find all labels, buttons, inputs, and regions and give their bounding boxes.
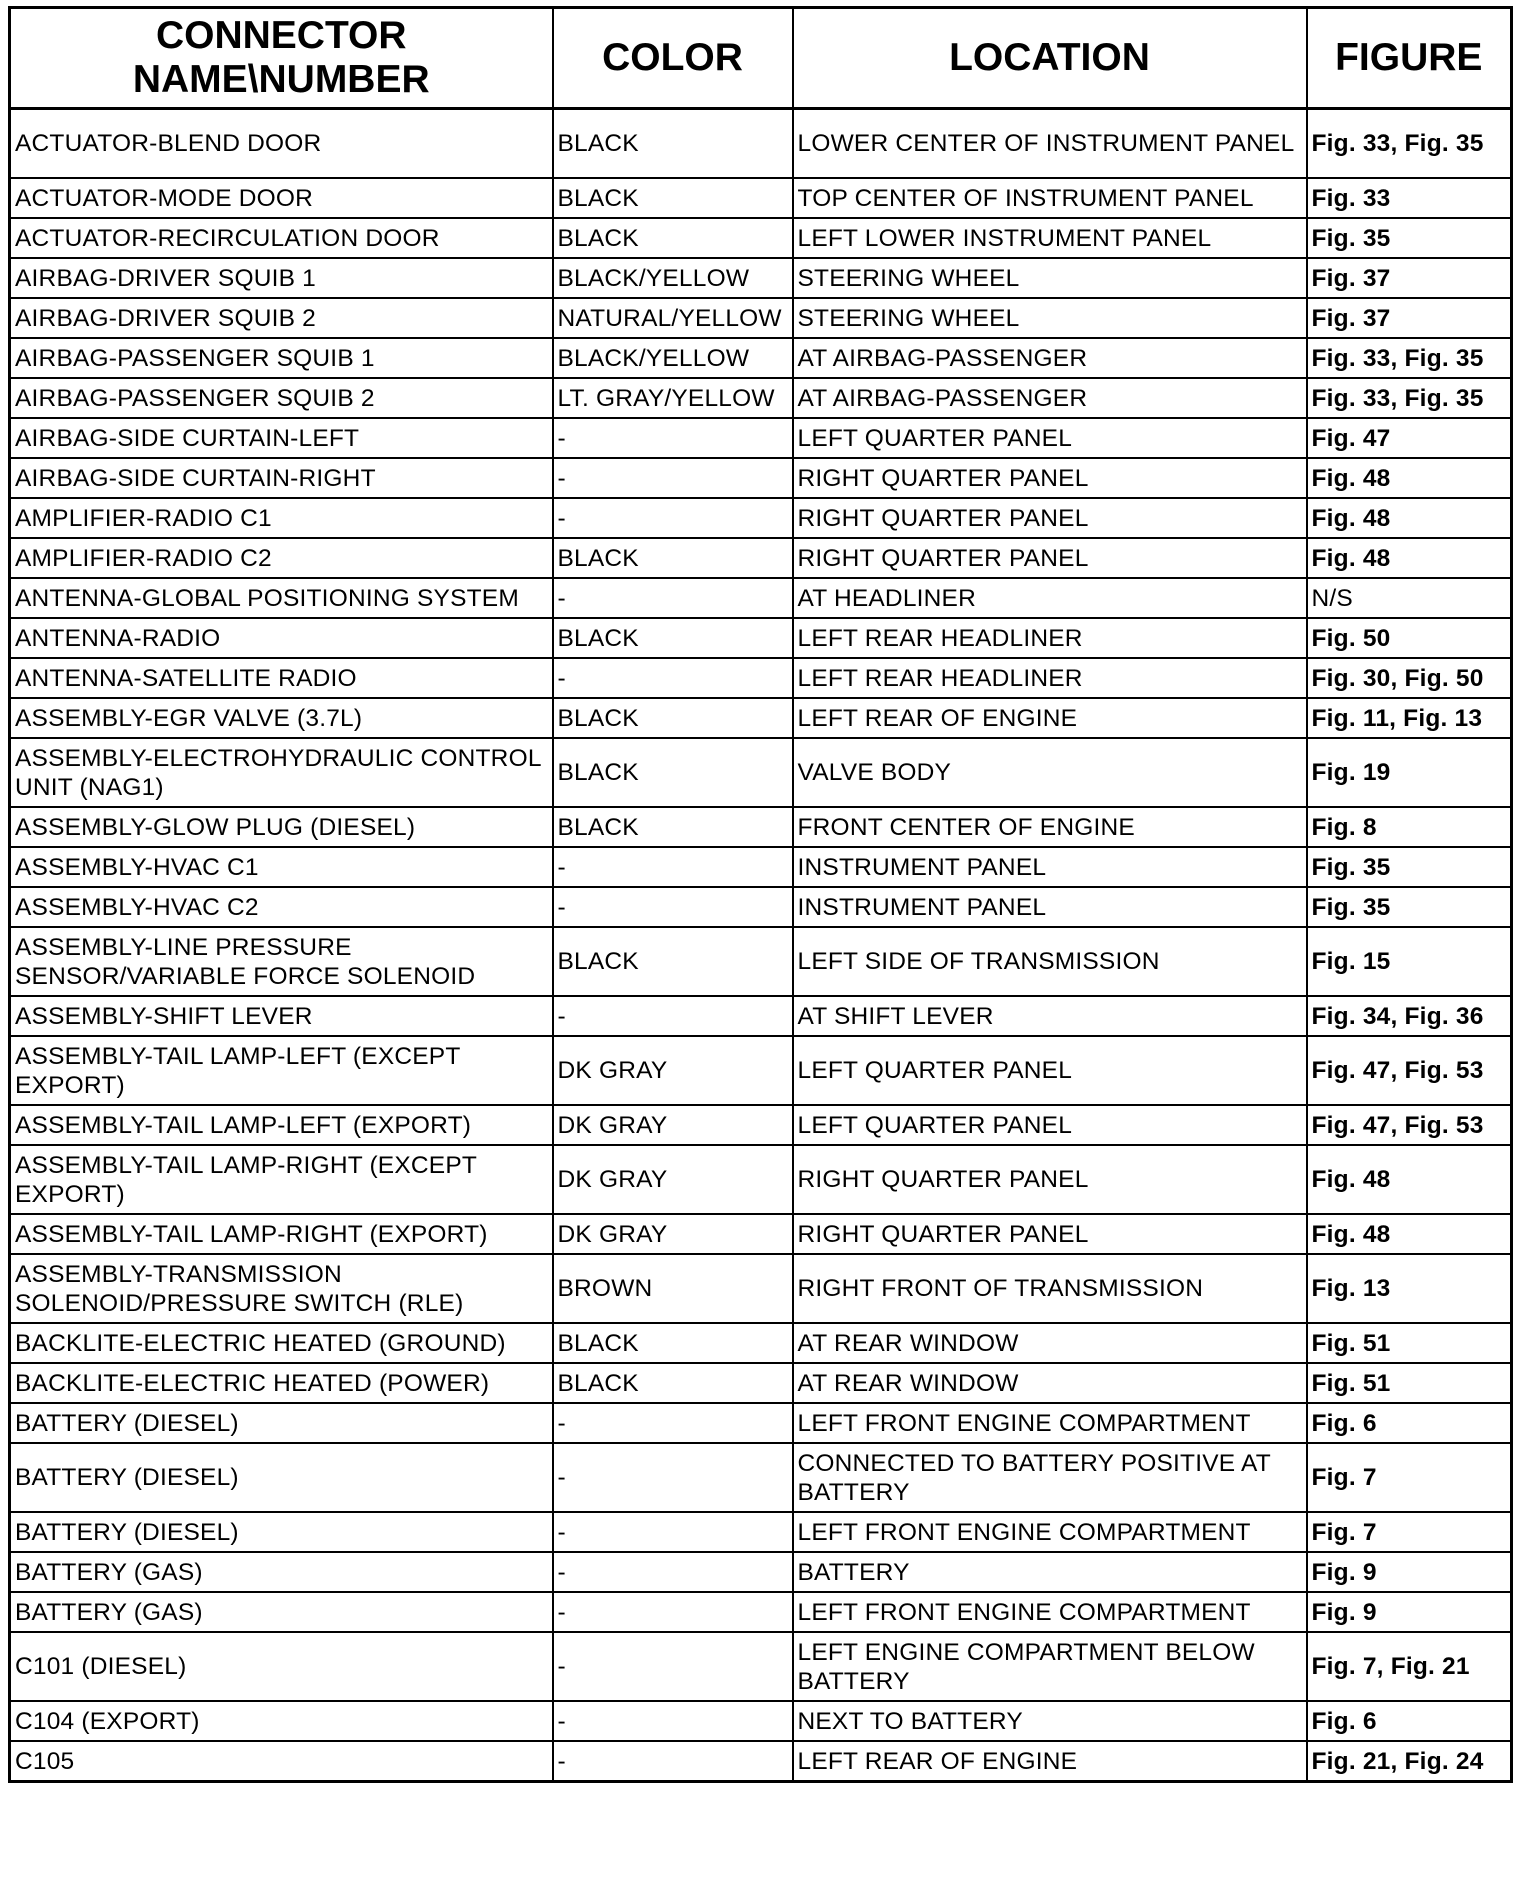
cell-figure: Fig. 6 xyxy=(1307,1701,1512,1741)
cell-location: FRONT CENTER OF ENGINE xyxy=(793,807,1307,847)
cell-location: LEFT SIDE OF TRANSMISSION xyxy=(793,927,1307,996)
cell-location: LOWER CENTER OF INSTRUMENT PANEL xyxy=(793,109,1307,179)
cell-location: AT AIRBAG-PASSENGER xyxy=(793,378,1307,418)
cell-location: LEFT FRONT ENGINE COMPARTMENT xyxy=(793,1403,1307,1443)
cell-location: LEFT REAR OF ENGINE xyxy=(793,1741,1307,1782)
cell-connector-name: ACTUATOR-RECIRCULATION DOOR xyxy=(10,218,553,258)
cell-location: INSTRUMENT PANEL xyxy=(793,887,1307,927)
cell-figure: Fig. 19 xyxy=(1307,738,1512,807)
header-color: COLOR xyxy=(553,8,793,109)
cell-color: - xyxy=(553,996,793,1036)
cell-color: BLACK/YELLOW xyxy=(553,258,793,298)
cell-figure: Fig. 33, Fig. 35 xyxy=(1307,338,1512,378)
cell-color: BLACK xyxy=(553,178,793,218)
table-row xyxy=(10,1443,1512,1512)
cell-color: - xyxy=(553,498,793,538)
table-row xyxy=(10,298,1512,338)
table-row xyxy=(10,258,1512,298)
cell-color: BLACK xyxy=(553,807,793,847)
cell-figure: Fig. 37 xyxy=(1307,298,1512,338)
cell-color: BLACK xyxy=(553,109,793,179)
cell-connector-name: BATTERY (DIESEL) xyxy=(10,1512,553,1552)
cell-color: - xyxy=(553,887,793,927)
cell-figure: Fig. 35 xyxy=(1307,847,1512,887)
cell-connector-name: BATTERY (GAS) xyxy=(10,1592,553,1632)
cell-connector-name: ASSEMBLY-ELECTROHYDRAULIC CONTROL UNIT (NAG1) xyxy=(10,738,553,807)
cell-figure: Fig. 9 xyxy=(1307,1592,1512,1632)
cell-color: BLACK/YELLOW xyxy=(553,338,793,378)
cell-connector-name: C104 (EXPORT) xyxy=(10,1701,553,1741)
cell-location: LEFT REAR OF ENGINE xyxy=(793,698,1307,738)
cell-figure: Fig. 47, Fig. 53 xyxy=(1307,1036,1512,1105)
cell-color: - xyxy=(553,1741,793,1782)
cell-color: - xyxy=(553,1592,793,1632)
cell-connector-name: ASSEMBLY-SHIFT LEVER xyxy=(10,996,553,1036)
table-row xyxy=(10,1632,1512,1701)
cell-color: BLACK xyxy=(553,927,793,996)
cell-location: LEFT QUARTER PANEL xyxy=(793,418,1307,458)
cell-figure: Fig. 33, Fig. 35 xyxy=(1307,378,1512,418)
table-row xyxy=(10,578,1512,618)
cell-figure: Fig. 33 xyxy=(1307,178,1512,218)
table-row xyxy=(10,109,1512,179)
cell-connector-name: AIRBAG-PASSENGER SQUIB 1 xyxy=(10,338,553,378)
cell-color: BLACK xyxy=(553,1323,793,1363)
table-body xyxy=(10,109,1512,1782)
cell-color: BLACK xyxy=(553,1363,793,1403)
table-row xyxy=(10,458,1512,498)
cell-connector-name: AMPLIFIER-RADIO C2 xyxy=(10,538,553,578)
cell-connector-name: ASSEMBLY-GLOW PLUG (DIESEL) xyxy=(10,807,553,847)
table-row xyxy=(10,178,1512,218)
cell-figure: Fig. 51 xyxy=(1307,1323,1512,1363)
table-row xyxy=(10,1552,1512,1592)
cell-color: DK GRAY xyxy=(553,1145,793,1214)
cell-color: BLACK xyxy=(553,538,793,578)
cell-location: RIGHT QUARTER PANEL xyxy=(793,458,1307,498)
header-connector-line1: CONNECTOR xyxy=(155,14,407,57)
table-row xyxy=(10,1323,1512,1363)
table-row xyxy=(10,218,1512,258)
cell-location: NEXT TO BATTERY xyxy=(793,1701,1307,1741)
cell-figure: Fig. 7 xyxy=(1307,1512,1512,1552)
cell-figure: Fig. 47 xyxy=(1307,418,1512,458)
table-row xyxy=(10,1363,1512,1403)
cell-location: CONNECTED TO BATTERY POSITIVE AT BATTERY xyxy=(793,1443,1307,1512)
cell-figure: Fig. 15 xyxy=(1307,927,1512,996)
cell-location: AT REAR WINDOW xyxy=(793,1323,1307,1363)
cell-connector-name: AIRBAG-DRIVER SQUIB 2 xyxy=(10,298,553,338)
cell-color: LT. GRAY/YELLOW xyxy=(553,378,793,418)
cell-figure: Fig. 11, Fig. 13 xyxy=(1307,698,1512,738)
cell-location: INSTRUMENT PANEL xyxy=(793,847,1307,887)
cell-color: DK GRAY xyxy=(553,1036,793,1105)
cell-figure: Fig. 34, Fig. 36 xyxy=(1307,996,1512,1036)
cell-color: BLACK xyxy=(553,698,793,738)
connector-table-page xyxy=(8,6,1513,1783)
cell-figure: Fig. 30, Fig. 50 xyxy=(1307,658,1512,698)
cell-figure: Fig. 48 xyxy=(1307,1145,1512,1214)
cell-color: BROWN xyxy=(553,1254,793,1323)
cell-figure: Fig. 33, Fig. 35 xyxy=(1307,109,1512,179)
table-row xyxy=(10,927,1512,996)
table-row xyxy=(10,1741,1512,1782)
cell-color: BLACK xyxy=(553,218,793,258)
cell-connector-name: AMPLIFIER-RADIO C1 xyxy=(10,498,553,538)
cell-location: LEFT FRONT ENGINE COMPARTMENT xyxy=(793,1512,1307,1552)
table-header xyxy=(10,8,1512,109)
cell-location: LEFT REAR HEADLINER xyxy=(793,658,1307,698)
cell-connector-name: BATTERY (DIESEL) xyxy=(10,1403,553,1443)
cell-figure: Fig. 7, Fig. 21 xyxy=(1307,1632,1512,1701)
cell-location: LEFT REAR HEADLINER xyxy=(793,618,1307,658)
cell-location: AT HEADLINER xyxy=(793,578,1307,618)
cell-color: DK GRAY xyxy=(553,1214,793,1254)
cell-location: STEERING WHEEL xyxy=(793,258,1307,298)
table-row xyxy=(10,418,1512,458)
cell-figure: Fig. 48 xyxy=(1307,458,1512,498)
cell-color: - xyxy=(553,458,793,498)
cell-connector-name: ACTUATOR-BLEND DOOR xyxy=(10,109,553,179)
cell-location: STEERING WHEEL xyxy=(793,298,1307,338)
table-row xyxy=(10,887,1512,927)
table-row xyxy=(10,1105,1512,1145)
cell-connector-name: BATTERY (GAS) xyxy=(10,1552,553,1592)
table-row xyxy=(10,338,1512,378)
cell-connector-name: ASSEMBLY-TAIL LAMP-RIGHT (EXCEPT EXPORT) xyxy=(10,1145,553,1214)
table-row xyxy=(10,1036,1512,1105)
cell-connector-name: C101 (DIESEL) xyxy=(10,1632,553,1701)
cell-connector-name: ANTENNA-SATELLITE RADIO xyxy=(10,658,553,698)
cell-color: NATURAL/YELLOW xyxy=(553,298,793,338)
cell-figure: Fig. 6 xyxy=(1307,1403,1512,1443)
cell-figure: Fig. 47, Fig. 53 xyxy=(1307,1105,1512,1145)
table-row xyxy=(10,1403,1512,1443)
cell-location: BATTERY xyxy=(793,1552,1307,1592)
cell-figure: Fig. 7 xyxy=(1307,1443,1512,1512)
cell-connector-name: ANTENNA-GLOBAL POSITIONING SYSTEM xyxy=(10,578,553,618)
table-row xyxy=(10,996,1512,1036)
cell-connector-name: C105 xyxy=(10,1741,553,1782)
table-row xyxy=(10,1592,1512,1632)
header-location: LOCATION xyxy=(793,8,1307,109)
cell-location: AT SHIFT LEVER xyxy=(793,996,1307,1036)
table-row xyxy=(10,538,1512,578)
connector-table xyxy=(8,6,1513,1783)
header-connector-name xyxy=(10,8,553,109)
cell-figure: Fig. 48 xyxy=(1307,498,1512,538)
cell-color: - xyxy=(553,578,793,618)
cell-connector-name: AIRBAG-SIDE CURTAIN-RIGHT xyxy=(10,458,553,498)
table-row xyxy=(10,658,1512,698)
table-row xyxy=(10,618,1512,658)
cell-color: - xyxy=(553,1512,793,1552)
table-row xyxy=(10,1214,1512,1254)
cell-figure: Fig. 48 xyxy=(1307,538,1512,578)
cell-connector-name: AIRBAG-SIDE CURTAIN-LEFT xyxy=(10,418,553,458)
cell-location: AT AIRBAG-PASSENGER xyxy=(793,338,1307,378)
table-row xyxy=(10,847,1512,887)
cell-figure: Fig. 48 xyxy=(1307,1214,1512,1254)
cell-location: RIGHT QUARTER PANEL xyxy=(793,1214,1307,1254)
cell-figure: Fig. 9 xyxy=(1307,1552,1512,1592)
cell-connector-name: ASSEMBLY-EGR VALVE (3.7L) xyxy=(10,698,553,738)
cell-location: RIGHT QUARTER PANEL xyxy=(793,1145,1307,1214)
cell-location: LEFT FRONT ENGINE COMPARTMENT xyxy=(793,1592,1307,1632)
cell-figure: Fig. 37 xyxy=(1307,258,1512,298)
cell-connector-name: BACKLITE-ELECTRIC HEATED (POWER) xyxy=(10,1363,553,1403)
table-row xyxy=(10,807,1512,847)
cell-connector-name: ASSEMBLY-TRANSMISSION SOLENOID/PRESSURE SWITCH (RLE) xyxy=(10,1254,553,1323)
cell-figure: Fig. 21, Fig. 24 xyxy=(1307,1741,1512,1782)
cell-location: VALVE BODY xyxy=(793,738,1307,807)
cell-color: - xyxy=(553,1701,793,1741)
cell-connector-name: ASSEMBLY-HVAC C2 xyxy=(10,887,553,927)
table-row xyxy=(10,498,1512,538)
cell-connector-name: BATTERY (DIESEL) xyxy=(10,1443,553,1512)
cell-connector-name: ASSEMBLY-TAIL LAMP-RIGHT (EXPORT) xyxy=(10,1214,553,1254)
cell-connector-name: BACKLITE-ELECTRIC HEATED (GROUND) xyxy=(10,1323,553,1363)
cell-location: LEFT LOWER INSTRUMENT PANEL xyxy=(793,218,1307,258)
header-row xyxy=(10,8,1512,109)
cell-connector-name: ANTENNA-RADIO xyxy=(10,618,553,658)
cell-color: BLACK xyxy=(553,738,793,807)
table-row xyxy=(10,738,1512,807)
table-row xyxy=(10,1512,1512,1552)
cell-color: - xyxy=(553,847,793,887)
cell-figure: Fig. 35 xyxy=(1307,218,1512,258)
cell-color: - xyxy=(553,1552,793,1592)
cell-color: - xyxy=(553,1403,793,1443)
cell-color: - xyxy=(553,418,793,458)
cell-color: BLACK xyxy=(553,618,793,658)
cell-figure: Fig. 35 xyxy=(1307,887,1512,927)
table-row xyxy=(10,1701,1512,1741)
cell-connector-name: AIRBAG-DRIVER SQUIB 1 xyxy=(10,258,553,298)
cell-connector-name: ASSEMBLY-LINE PRESSURE SENSOR/VARIABLE FORCE SOLENOID xyxy=(10,927,553,996)
cell-color: - xyxy=(553,1443,793,1512)
cell-figure: Fig. 51 xyxy=(1307,1363,1512,1403)
cell-location: RIGHT QUARTER PANEL xyxy=(793,498,1307,538)
table-row xyxy=(10,1145,1512,1214)
header-figure: FIGURE xyxy=(1307,8,1512,109)
cell-figure: N/S xyxy=(1307,578,1512,618)
cell-figure: Fig. 50 xyxy=(1307,618,1512,658)
cell-location: LEFT QUARTER PANEL xyxy=(793,1105,1307,1145)
table-row xyxy=(10,1254,1512,1323)
cell-location: RIGHT FRONT OF TRANSMISSION xyxy=(793,1254,1307,1323)
cell-figure: Fig. 13 xyxy=(1307,1254,1512,1323)
cell-connector-name: ASSEMBLY-TAIL LAMP-LEFT (EXPORT) xyxy=(10,1105,553,1145)
header-connector-line2: NAME\NUMBER xyxy=(132,58,430,101)
cell-figure: Fig. 8 xyxy=(1307,807,1512,847)
cell-color: DK GRAY xyxy=(553,1105,793,1145)
table-row xyxy=(10,698,1512,738)
cell-color: - xyxy=(553,1632,793,1701)
cell-connector-name: ASSEMBLY-TAIL LAMP-LEFT (EXCEPT EXPORT) xyxy=(10,1036,553,1105)
cell-color: - xyxy=(553,658,793,698)
cell-connector-name: ACTUATOR-MODE DOOR xyxy=(10,178,553,218)
cell-location: LEFT ENGINE COMPARTMENT BELOW BATTERY xyxy=(793,1632,1307,1701)
cell-connector-name: AIRBAG-PASSENGER SQUIB 2 xyxy=(10,378,553,418)
cell-location: TOP CENTER OF INSTRUMENT PANEL xyxy=(793,178,1307,218)
cell-location: AT REAR WINDOW xyxy=(793,1363,1307,1403)
table-row xyxy=(10,378,1512,418)
cell-location: RIGHT QUARTER PANEL xyxy=(793,538,1307,578)
cell-connector-name: ASSEMBLY-HVAC C1 xyxy=(10,847,553,887)
cell-location: LEFT QUARTER PANEL xyxy=(793,1036,1307,1105)
